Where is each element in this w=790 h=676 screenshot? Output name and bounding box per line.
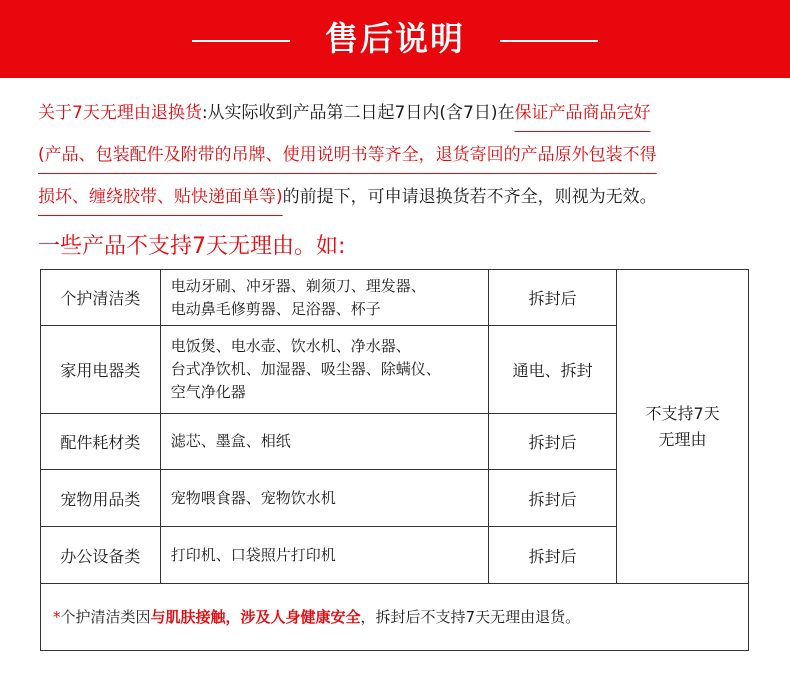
footnote-box [40,583,749,651]
footnote-asterisk: * [53,608,61,626]
items-line: 打印机、口袋照片打印机 [170,545,336,564]
items-line: 电饭煲、电水壶、饮水机、净水器、 [170,337,411,355]
excluded-products-table [40,269,749,584]
return-policy-paragraph [38,92,753,218]
policy-lead: 关于7天无理由退换货 [38,103,202,123]
footnote-text-1: 个护清洁类因 [60,608,151,626]
policy-text-2: 的前提下，可申请退换货若不齐全，则视为无效。 [282,187,657,207]
category-cell: 个护清洁类 [41,270,161,326]
items-cell [160,470,488,527]
header-banner [0,0,790,78]
category-cell: 配件耗材类 [41,414,161,470]
category-cell: 家用电器类 [41,326,161,414]
policy-condition-3: 损坏、缠绕胶带、贴快递面单等) [38,187,283,207]
items-cell [160,270,488,326]
header-decor-line-left [192,40,290,42]
items-line: 滤芯、墨盒、相纸 [170,432,291,450]
items-cell [160,414,488,470]
not-supported-note-cell [617,270,749,584]
condition-cell: 通电、拆封 [489,326,617,414]
header-decor-line-right [500,40,598,42]
condition-cell: 拆封后 [489,270,617,326]
items-cell [160,326,488,414]
section-subtitle: 一些产品不支持7天无理由。如: [38,234,346,259]
items-line: 台式净饮机、加湿器、吸尘器、除螨仪、 [170,360,441,378]
table-row [41,270,749,326]
condition-cell: 拆封后 [489,527,617,584]
items-line: 电动牙刷、冲牙器、剃须刀、理发器、 [170,276,426,295]
footnote-text-2: ，拆封后不支持7天无理由退货。 [360,608,581,626]
items-line: 宠物喂食器、宠物饮水机 [170,488,336,507]
items-line: 电动鼻毛修剪器、足浴器、杯子 [170,299,381,318]
page-title: 售后说明 [325,19,465,58]
not-supported-note: 不支持7天无理由 [645,403,720,449]
condition-cell: 拆封后 [489,470,617,527]
policy-condition-1: 保证产品商品完好 [514,103,651,123]
footnote-highlight: 与肌肤接触，涉及人身健康安全 [150,608,361,626]
category-cell: 宠物用品类 [41,470,161,527]
policy-text-1: :从实际收到产品第二日起7日内(含7日)在 [201,103,515,123]
condition-cell: 拆封后 [489,414,617,470]
items-cell [160,527,488,584]
category-cell: 办公设备类 [41,527,161,584]
items-line: 空气净化器 [170,383,246,401]
policy-condition-2: (产品、包装配件及附带的吊牌、使用说明书等齐全，退货寄回的产品原外包装不得 [38,145,657,165]
